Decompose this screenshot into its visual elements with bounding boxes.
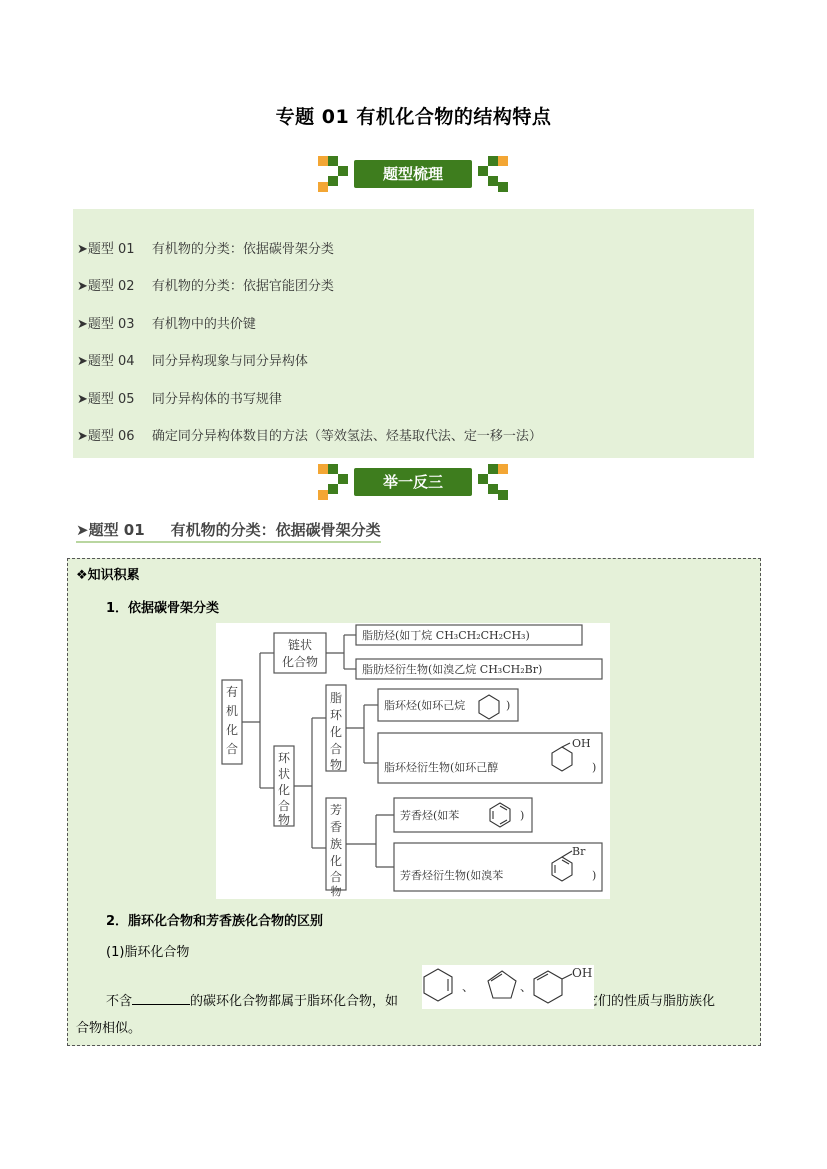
chain-label: 链状: [287, 638, 313, 652]
heading-1: 1．依据碳骨架分类: [106, 601, 220, 616]
chain-label-2: 化合物: [281, 655, 319, 669]
ring-char: 状: [277, 767, 291, 781]
knowledge-title: ❖知识积累: [76, 568, 140, 583]
leaf-cyclohexanol-close: ): [592, 761, 597, 774]
leaf-benzene: 芳香烃(如苯: [400, 809, 460, 822]
banner-tixing: [318, 156, 508, 192]
leaf-bromobenzene: 芳香烃衍生物(如溴苯: [400, 869, 504, 882]
toc-item[interactable]: ➤题型 01 有机物的分类：依据碳骨架分类: [77, 242, 334, 257]
ali-char: 物: [329, 758, 343, 772]
root-char: 合: [225, 742, 239, 756]
br-label: Br: [572, 845, 586, 858]
sep-2: 、: [520, 980, 533, 994]
cyclohexane-ring: [479, 695, 499, 719]
ring-char: 环: [277, 751, 291, 765]
ali-char: 环: [329, 708, 343, 722]
ring-char: 合: [277, 799, 291, 813]
paragraph-line-1: 不含 的碳环化合物都属于脂环化合物，如 。它们的性质与脂肪族化: [106, 994, 716, 1009]
cyclohexenol-ring: [534, 971, 562, 1003]
leaf-cycloalkane: 脂环烃(如环己烷: [384, 699, 466, 712]
leaf-cycloalkane-close: ): [506, 699, 511, 712]
leaf-cyclohexanol: 脂环烃衍生物(如环己醇: [384, 761, 499, 774]
ring-char: 物: [277, 813, 291, 827]
classification-diagram: [216, 623, 610, 899]
leaf-bromobenzene-close: ): [592, 869, 597, 882]
aro-char: 族: [329, 837, 343, 851]
aro-char: 化: [329, 854, 343, 868]
toc-item[interactable]: ➤题型 04 同分异构现象与同分异构体: [77, 354, 308, 369]
heading-2: 2．脂环化合物和芳香族化合物的区别: [106, 914, 324, 929]
aro-char: 芳: [329, 803, 343, 817]
banner-tixing-label: 题型梳理: [382, 165, 443, 183]
leaf-benzene-close: ): [520, 809, 525, 822]
fill-blank[interactable]: [132, 992, 190, 1005]
paragraph-line-2: 合物相似。: [76, 1021, 142, 1036]
ali-char: 化: [329, 725, 343, 739]
cyclopentene-ring: [488, 971, 516, 998]
toc-item[interactable]: ➤题型 03 有机物中的共价键: [77, 317, 256, 332]
sep-1: 、: [462, 980, 475, 994]
root-char: 机: [225, 704, 239, 718]
banner-juyi: [318, 464, 508, 500]
aro-char: 物: [330, 885, 342, 898]
ring-char: 化: [277, 783, 291, 797]
oh-label: OH: [572, 737, 591, 750]
ali-char: 脂: [329, 691, 343, 705]
ali-char: 合: [329, 742, 343, 756]
page-title: 专题 01 有机化合物的结构特点: [275, 106, 552, 128]
root-char: 有: [225, 685, 239, 699]
mol-oh-label: OH: [572, 966, 593, 980]
aro-char: 合: [329, 870, 343, 884]
cyclohexanol-ring: [552, 747, 572, 771]
section-heading: ➤题型 01 有机物的分类：依据碳骨架分类: [76, 519, 381, 543]
toc-item[interactable]: ➤题型 02 有机物的分类：依据官能团分类: [77, 279, 334, 294]
banner-juyi-label: 举一反三: [382, 473, 443, 491]
leaf-aliphatic: 脂肪烃(如丁烷 CH₃CH₂CH₂CH₃): [362, 629, 530, 642]
knowledge-box: [67, 558, 761, 1046]
toc-item[interactable]: ➤题型 05 同分异构体的书写规律: [77, 392, 282, 407]
aro-char: 香: [329, 820, 343, 834]
leaf-aliphatic-deriv: 脂肪烃衍生物(如溴乙烷 CH₃CH₂Br): [362, 663, 543, 676]
example-molecules: [422, 965, 594, 1009]
heading-3: (1)脂环化合物: [106, 945, 190, 960]
root-char: 化: [225, 723, 239, 737]
toc-item[interactable]: ➤题型 06 确定同分异构体数目的方法（等效氢法、烃基取代法、定一移一法）: [77, 429, 542, 444]
toc-panel: [73, 209, 754, 458]
